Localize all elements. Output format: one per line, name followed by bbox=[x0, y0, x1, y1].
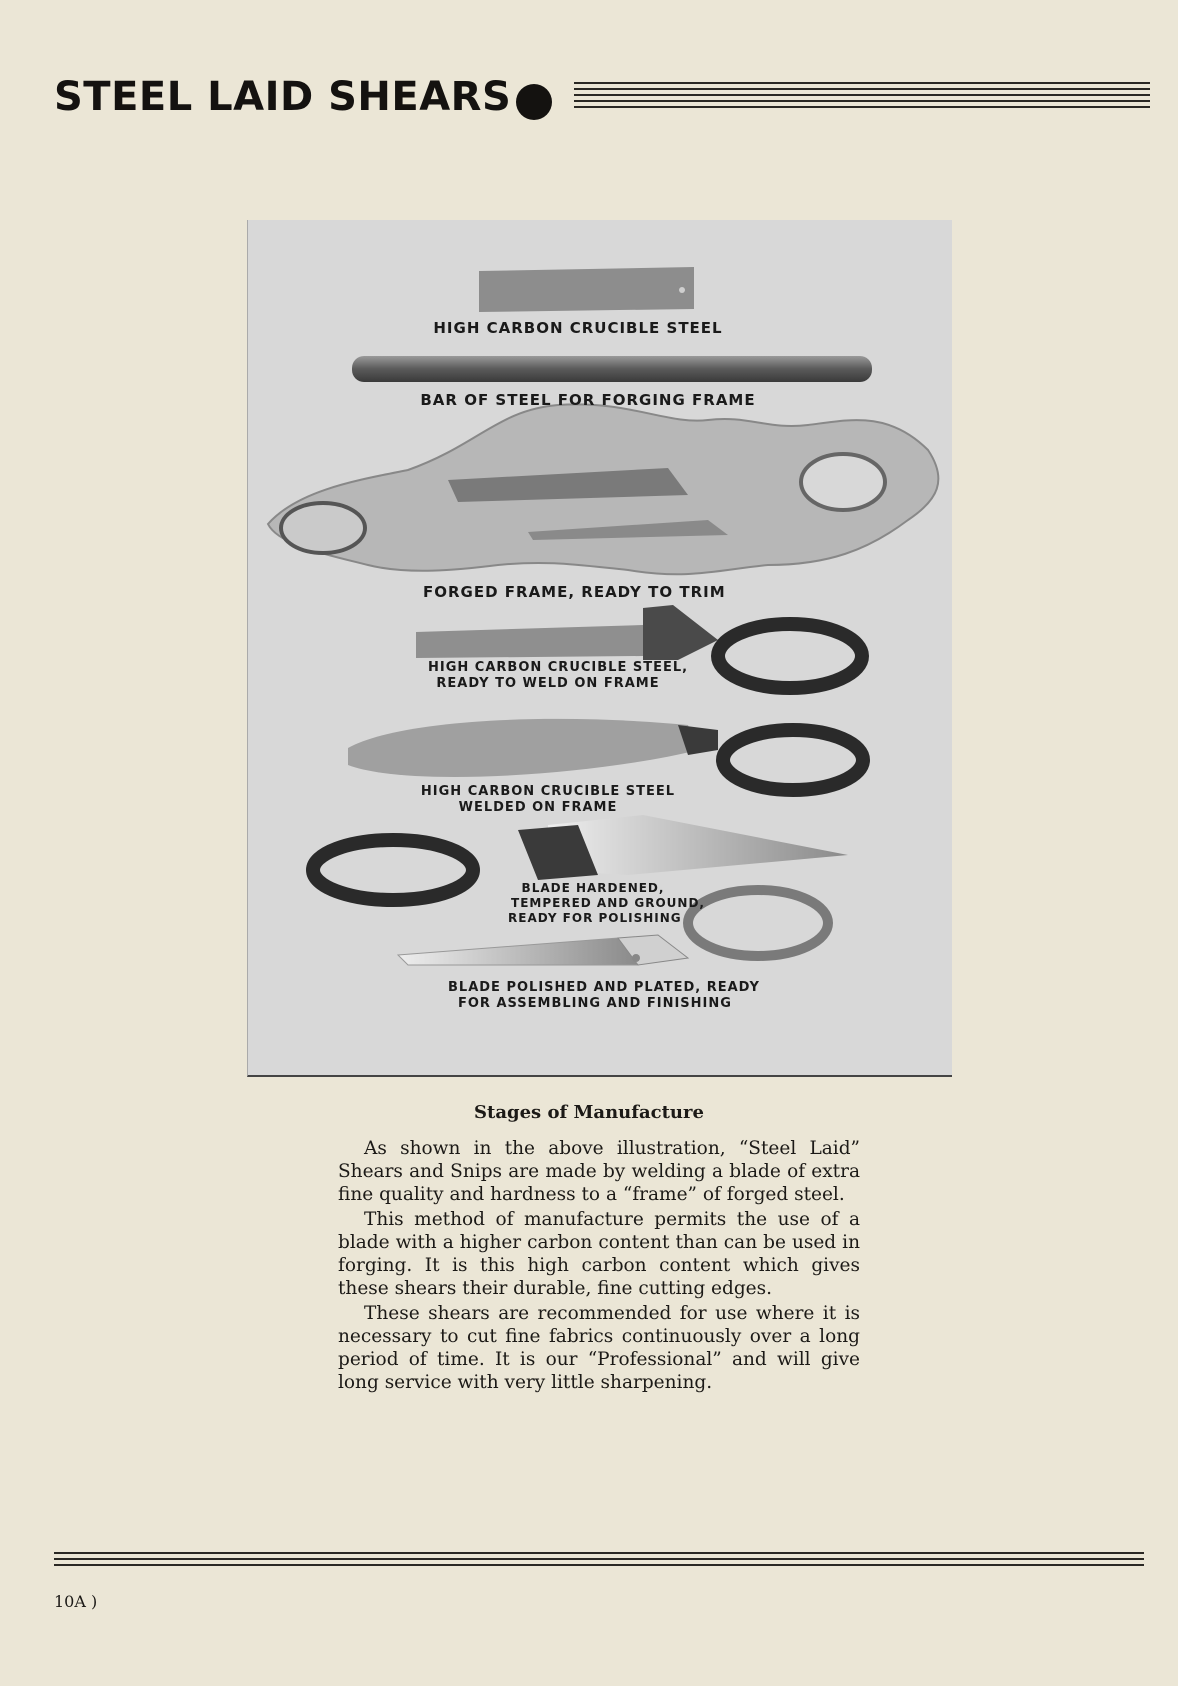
label-stage-6c: READY FOR POLISHING bbox=[508, 911, 682, 925]
label-stage-6a: BLADE HARDENED, bbox=[521, 881, 665, 895]
steel-strip bbox=[479, 267, 694, 312]
steel-bar bbox=[352, 356, 872, 382]
body-text bbox=[338, 1137, 860, 1396]
footer-rules bbox=[54, 1552, 1144, 1570]
page-number: 10A ) bbox=[54, 1592, 98, 1611]
label-stage-3: FORGED FRAME, READY TO TRIM bbox=[423, 583, 726, 601]
label-stage-4b: READY TO WELD ON FRAME bbox=[436, 676, 660, 691]
label-stage-5a: HIGH CARBON CRUCIBLE STEEL bbox=[420, 784, 676, 799]
welded-blade bbox=[348, 719, 698, 777]
label-stage-7b: FOR ASSEMBLING AND FINISHING bbox=[458, 996, 732, 1011]
unwelded-blade bbox=[416, 625, 643, 658]
manufacturing-stages-illustration bbox=[247, 220, 952, 1077]
header-rules bbox=[574, 82, 1150, 112]
polished-blade bbox=[398, 938, 638, 965]
title-bullet-icon bbox=[516, 84, 552, 120]
figure-caption: Stages of Manufacture bbox=[474, 1102, 704, 1123]
label-stage-6b: TEMPERED AND GROUND, bbox=[511, 896, 705, 910]
label-stage-1: HIGH CARBON CRUCIBLE STEEL bbox=[433, 319, 723, 337]
label-stage-5b: WELDED ON FRAME bbox=[458, 800, 618, 815]
shears-illustration-drawing bbox=[248, 220, 952, 1075]
page-title: STEEL LAID SHEARS bbox=[54, 74, 512, 120]
page-header bbox=[54, 70, 1146, 130]
paragraph-1: As shown in the above illustration, “Steel Laid” Shears and Snips are made by welding a blade of extra fine quality and hardness to a “frame” of forged steel. bbox=[338, 1138, 860, 1205]
paragraph-3: These shears are recommended for use where it is necessary to cut fine fabrics continuously over a long period of time. It is our “Professional” and will give long service with very little sharpening. bbox=[338, 1303, 860, 1393]
label-stage-4a: HIGH CARBON CRUCIBLE STEEL, bbox=[428, 660, 689, 675]
label-stage-7a: BLADE POLISHED AND PLATED, READY bbox=[448, 980, 760, 995]
paragraph-2: This method of manufacture permits the use of a blade with a higher carbon content than can be used in forging. It is this high carbon content which gives these shears their durable, fine cutting edges. bbox=[338, 1209, 860, 1299]
label-stage-2: BAR OF STEEL FOR FORGING FRAME bbox=[420, 391, 756, 409]
